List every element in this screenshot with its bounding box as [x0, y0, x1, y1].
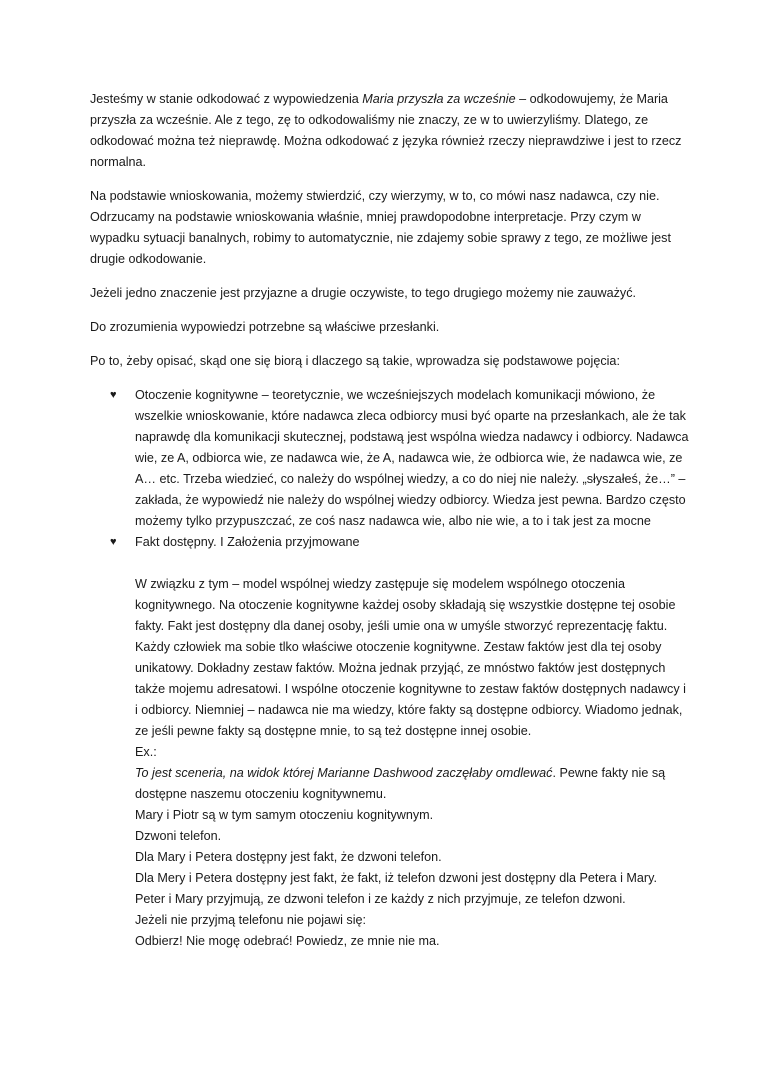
heart-bullet-icon: ♥ — [110, 389, 117, 401]
paragraph-5: Po to, żeby opisać, skąd one się biorą i dlaczego są takie, wprowadza się podstawowe pojęcia: — [90, 354, 620, 368]
example-line: Dla Mery i Petera dostępny jest fakt, że fakt, iż telefon dzwoni jest dostępny dla Petera i Mary. — [135, 871, 657, 885]
bullet-text: Fakt dostępny. I Założenia przyjmowane — [135, 535, 360, 549]
example-after: . Pewne fakty nie są dostępne naszemu otoczeniu kognitywnemu. — [135, 766, 666, 801]
paragraph-2: Na podstawie wnioskowania, możemy stwierdzić, czy wierzymy, w to, co mówi nasz nadawca, czy nie. Odrzucamy na podstawie wnioskowania właśnie, mniej prawdopodobne interpretacje. Przy czym w wypadku sytuacji banalnych, robimy to automatycznie, nie zdajemy sobie sprawy z tego, ze możliwe jest drugie odkodowanie. — [90, 189, 671, 266]
bullet-item-cognitive-environment — [90, 385, 690, 532]
example-italic: To jest sceneria, na widok której Marianne Dashwood zaczęłaby omdlewać — [135, 766, 553, 780]
example-line: Dzwoni telefon. — [135, 829, 222, 843]
paragraph-4: Do zrozumienia wypowiedzi potrzebne są właściwe przesłanki. — [90, 320, 440, 334]
paragraph-1-italic-example: Maria przyszła za wcześnie — [362, 92, 516, 106]
paragraph-3: Jeżeli jedno znaczenie jest przyjazne a drugie oczywiste, to tego drugiego możemy nie zauważyć. — [90, 286, 637, 300]
paragraph-1-text-before: Jesteśmy w stanie odkodować z wypowiedzenia — [90, 92, 363, 106]
paragraph-1-text-after: – odkodowujemy, że Maria przyszła za wcześnie. Ale z tego, zę to odkodowaliśmy nie znaczy, ze w to uwierzyliśmy. Dlatego, ze odkodować można też nieprawdę. Można odkodować z języka również rzeczy nieprawdziwe i jest to rzecz normalna. — [90, 92, 682, 169]
example-line: Dla Mary i Petera dostępny jest fakt, że dzwoni telefon. — [135, 850, 442, 864]
bullet-item-available-fact — [90, 532, 690, 553]
example-sentence — [135, 763, 690, 805]
example-line: Odbierz! Nie mogę odebrać! Powiedz, ze mnie nie ma. — [135, 934, 440, 948]
indented-block — [90, 574, 690, 952]
paragraph-1 — [90, 89, 690, 173]
bullet-text: Otoczenie kognitywne – teoretycznie, we wcześniejszych modelach komunikacji mówiono, że wszelkie wnioskowanie, które nadawca zleca odbiorcy musi być oparte na przesłankach, ale że tak naprawdę dla komunikacji skutecznej, podstawą jest wspólna wiedza nadawcy i odbiorcy. Nadawca wie, ze A, odbiorca wie, ze nadawca wie, że A, nadawca wie, że odbiorca wie, że nadawca wie, ze A… etc. Trzeba wiedzieć, co należy do wspólnej wiedzy, a co do niej nie należy. „słyszałeś, że…” – zakłada, że wypowiedź nie należy do wspólnej wiedzy odbiorcy. Wiedza jest pewna. Bardzo często możemy tylko przypuszczać, ze coś nasz nadawca wie, albo nie wie, a to i tak jest za mocne — [135, 388, 689, 528]
example-line: Jeżeli nie przyjmą telefonu nie pojawi się: — [135, 913, 367, 927]
example-line: Peter i Mary przyjmują, ze dzwoni telefon i ze każdy z nich przyjmuje, ze telefon dzwoni. — [135, 892, 626, 906]
heart-bullet-icon: ♥ — [110, 536, 117, 548]
example-line: Mary i Piotr są w tym samym otoczeniu kognitywnym. — [135, 808, 434, 822]
bullet-list — [90, 385, 690, 553]
block-intro: W związku z tym – model wspólnej wiedzy zastępuje się modelem wspólnego otoczenia kognitywnego. Na otoczenie kognitywne każdej osoby składają się wszystkie dostępne tej osobie fakty. Fakt jest dostępny dla danej osoby, jeśli umie ona w umyśle stworzyć reprezentację faktu. Każdy człowiek ma sobie tlko właściwe otoczenie kognitywne. Zestaw faktów jest dla tej osoby unikatowy. Dokładny zestaw faktów. Można jednak przyjąć, ze mnóstwo faktów jest dostępnych także mojemu adresatowi. I wspólne otoczenie kognitywne to zestaw faktów dostępnych nadawcy i i odbiorcy. Niemniej – nadawca nie ma wiedzy, które fakty są dostępne odbiorcy. Wiadomo jednak, ze jeśli pewne fakty są dostępne mnie, to są też dostępne innej osobie. — [135, 577, 686, 738]
example-label: Ex.: — [135, 745, 157, 759]
